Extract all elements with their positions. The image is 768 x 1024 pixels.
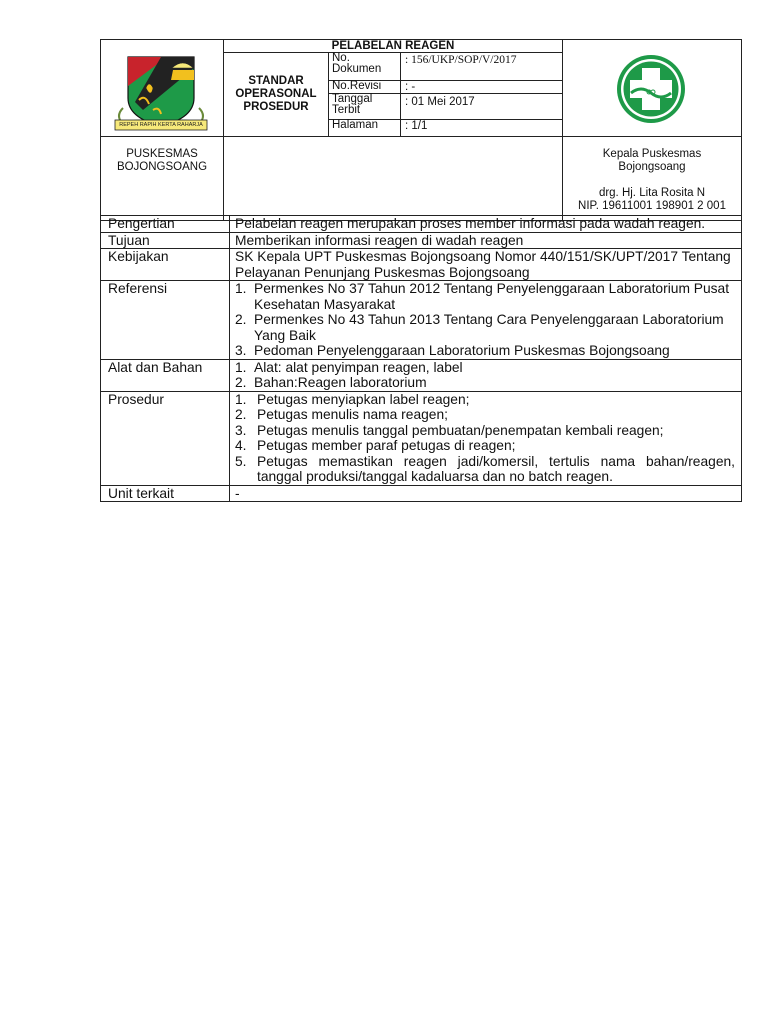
list-alat-bahan xyxy=(230,359,742,391)
list-item: 4. Petugas member paraf petugas di reagen; xyxy=(235,438,516,453)
org-name: PUSKESMAS BOJONGSOANG xyxy=(101,137,224,221)
field-value-tanggal-terbit: : 01 Mei 2017 xyxy=(401,94,563,120)
sop-header-table xyxy=(100,39,742,221)
list-referensi xyxy=(230,281,742,360)
regency-crest-cell xyxy=(101,40,224,137)
row-pengertian xyxy=(101,216,742,233)
list-item: 3. Petugas menulis tanggal pembuatan/penempatan kembali reagen; xyxy=(235,422,664,438)
signatory-nip: NIP. 19611001 198901 2 001 xyxy=(578,200,726,212)
puskesmas-logo-cell xyxy=(563,40,742,137)
row-kebijakan xyxy=(101,249,742,281)
signatory-position: Kepala Puskesmas Bojongsoang xyxy=(602,148,702,173)
list-item: 2. Permenkes No 43 Tahun 2013 Tentang Cara Penyelenggaraan Laboratorium Yang Baik xyxy=(235,312,724,343)
signatory-name: drg. Hj. Lita Rosita N xyxy=(598,187,706,199)
signatory-block xyxy=(563,137,742,221)
field-label-tanggal-terbit: Tanggal Terbit xyxy=(329,94,401,120)
field-label-no-revisi: No.Revisi xyxy=(329,81,401,94)
label-kebijakan: Kebijakan xyxy=(101,249,230,281)
label-unit-terkait: Unit terkait xyxy=(101,485,230,502)
label-referensi: Referensi xyxy=(101,281,230,360)
label-prosedur: Prosedur xyxy=(101,391,230,485)
text-pengertian: Pelabelan reagen merupakan proses member informasi pada wadah reagen. xyxy=(230,216,742,233)
list-item: 5. Petugas memastikan reagen jadi/komersil, tertulis nama bahan/reagen, tanggal produksi/tanggal kadaluarsa dan no batch reagen. xyxy=(235,453,735,484)
crest-motto: REPEH RAPIH KERTA RAHARJA xyxy=(119,122,203,128)
text-tujuan: Memberikan informasi reagen di wadah reagen xyxy=(230,232,742,249)
label-pengertian: Pengertian xyxy=(101,216,230,233)
row-alat-bahan xyxy=(101,359,742,391)
row-referensi xyxy=(101,281,742,360)
document-title: PELABELAN REAGEN xyxy=(224,40,563,53)
row-unit-terkait xyxy=(101,485,742,502)
field-value-halaman: : 1/1 xyxy=(401,120,563,137)
field-label-no-dokumen: No. Dokumen xyxy=(329,53,401,81)
sop-label: STANDAR OPERASONAL PROSEDUR xyxy=(224,53,329,137)
field-value-no-dokumen: : 156/UKP/SOP/V/2017 xyxy=(401,53,563,81)
row-prosedur xyxy=(101,391,742,485)
list-item: 3. Pedoman Penyelenggaraan Laboratorium Puskesmas Bojongsoang xyxy=(235,343,670,358)
label-tujuan: Tujuan xyxy=(101,232,230,249)
list-item: 2. Bahan:Reagen laboratorium xyxy=(235,375,427,390)
label-alat-bahan: Alat dan Bahan xyxy=(101,359,230,391)
sop-body-table xyxy=(100,215,742,502)
text-kebijakan: SK Kepala UPT Puskesmas Bojongsoang Nomor 440/151/SK/UPT/2017 Tentang Pelayanan Penunjang Puskesmas Bojongsoang xyxy=(230,249,742,281)
row-tujuan xyxy=(101,232,742,249)
list-item: 1. Petugas menyiapkan label reagen; xyxy=(235,391,470,407)
puskesmas-cross-logo-icon xyxy=(563,40,739,136)
list-item: 1. Permenkes No 37 Tahun 2012 Tentang Penyelenggaraan Laboratorium Pusat Kesehatan Masyarakat xyxy=(235,281,730,312)
list-item: 1. Alat: alat penyimpan reagen, label xyxy=(235,359,463,375)
text-unit-terkait: - xyxy=(230,485,742,502)
field-label-halaman: Halaman xyxy=(329,120,401,137)
list-item: 2. Petugas menulis nama reagen; xyxy=(235,407,448,422)
list-prosedur xyxy=(230,391,742,485)
field-value-no-revisi: : - xyxy=(401,81,563,94)
blank-signature-area xyxy=(224,137,563,221)
